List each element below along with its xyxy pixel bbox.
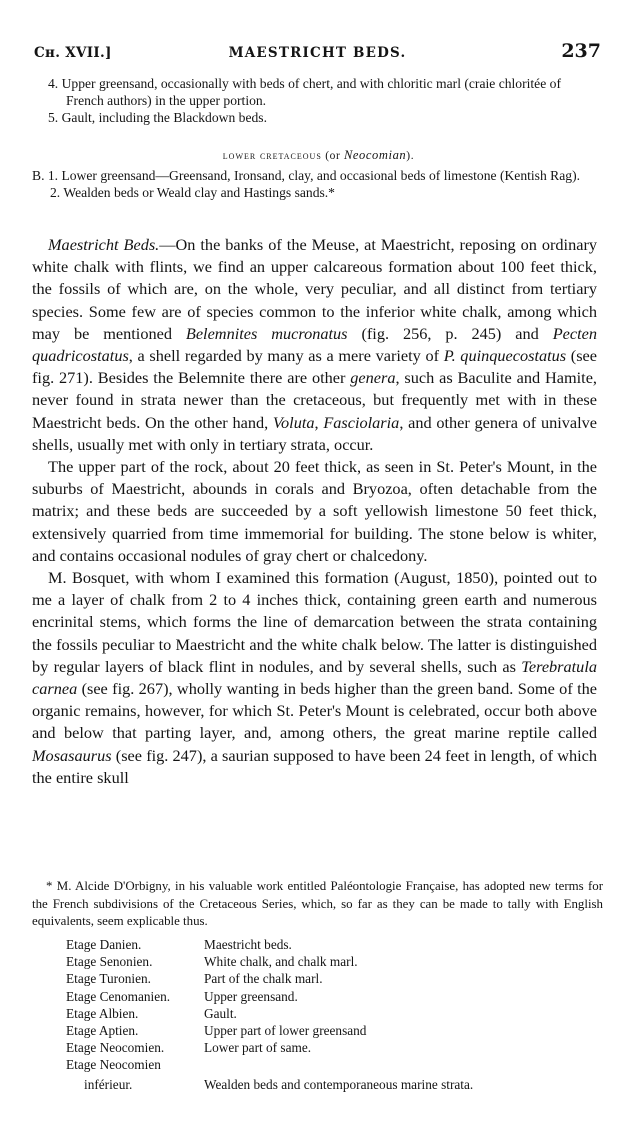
text-run: M. Bosquet, with whom I examined this formation (August, 1850), pointed out to me a layer of chalk from 2 to 4 inches thick, containing green earth and numerous encrinital stems, which forms the line of demarcation between the strata containing the fossils peculiar to Maestricht and the white chalk below. The latter is distinguished by regular layers of black flint in nodules, and by several shells, such as bbox=[32, 568, 597, 676]
running-title: MAESTRICHT BEDS. bbox=[228, 45, 407, 61]
etage-equivalent: Upper greensand. bbox=[204, 988, 298, 1004]
upper-cretaceous-list bbox=[48, 75, 599, 126]
table-row bbox=[66, 1006, 473, 1023]
text-run: , bbox=[314, 412, 324, 432]
etage-equivalent: Upper part of lower greensand bbox=[204, 1022, 367, 1038]
genus-name: Mosasaurus bbox=[32, 745, 112, 765]
text-run: , and other genera of univalve shells, usually met with only in tertiary strata, occur. bbox=[32, 412, 598, 454]
etage-name: Etage Cenomanien. bbox=[66, 988, 171, 1004]
body-text bbox=[32, 234, 597, 789]
heading-close: ). bbox=[406, 150, 415, 162]
lower-cretaceous-list bbox=[32, 167, 599, 201]
page-number: 237 bbox=[561, 40, 601, 62]
heading-italic: Neocomian bbox=[343, 148, 407, 162]
table-row bbox=[66, 1075, 473, 1094]
species-name: P. quinquecostatus bbox=[443, 346, 567, 366]
list-item: B. 1. Lower greensand—Greensand, Ironsand, clay, and occasional beds of limestone (Kentish Rag). bbox=[32, 168, 580, 183]
paragraph-upper-rock: The upper part of the rock, about 20 feet thick, as seen in St. Peter's Mount, in the suburbs of Maestricht, abounds in corals and Bryozoa, often detachable from the matrix; and these beds are succeeded by a soft yellowish limestone 50 feet thick, extensively quarried from time immemorial for building. The stone below is whiter, and contains occasional nodules of gray chert or chalcedony. bbox=[32, 457, 597, 565]
table-row bbox=[66, 989, 473, 1006]
etage-name: Etage Senonien. bbox=[66, 954, 153, 970]
section-lead: Maestricht Beds. bbox=[48, 235, 160, 254]
etage-table bbox=[66, 937, 473, 1094]
list-item: 5. Gault, including the Blackdown beds. bbox=[48, 110, 267, 125]
table-row bbox=[66, 1023, 473, 1040]
species-name: Terebratula carnea bbox=[32, 656, 597, 699]
list-item: 2. Wealden beds or Weald clay and Hastings sands.* bbox=[50, 185, 335, 200]
lower-cretaceous-heading bbox=[0, 148, 637, 163]
table-row bbox=[66, 971, 473, 988]
etage-name: Etage Turonien. bbox=[66, 971, 151, 987]
paragraph-maestricht-beds bbox=[32, 234, 597, 456]
paragraph-bosquet bbox=[32, 567, 597, 789]
etage-name: Etage Neocomien bbox=[66, 1057, 161, 1073]
etage-equivalent: Gault. bbox=[204, 1005, 237, 1021]
table-row bbox=[66, 1057, 473, 1074]
text-run: (see fig. 267), wholly wanting in beds higher than the green band. Some of the organic remains, however, for which St. Peter's Mount is celebrated, occur both above and below that parting layer, and, among others, the great marine reptile called bbox=[32, 679, 597, 743]
etage-equivalent: Maestricht beds. bbox=[204, 937, 292, 952]
genus-name: Fasciolaria bbox=[323, 412, 400, 432]
genus-name: Voluta bbox=[272, 412, 315, 432]
etage-name: Etage Danien. bbox=[66, 937, 142, 952]
list-item: 4. Upper greensand, occasionally with beds of chert, and with chloritic marl (craie chloritée of French authors) in the upper portion. bbox=[48, 76, 561, 108]
etage-name-continued bbox=[66, 1075, 204, 1094]
species-name: Belemnites mucronatus bbox=[185, 323, 348, 343]
text-run: (fig. 256, p. 245) and bbox=[347, 323, 553, 343]
table-row bbox=[66, 954, 473, 971]
etage-equivalent: Wealden beds and contemporaneous marine strata. bbox=[204, 1076, 474, 1092]
etage-name-line2: inférieur. bbox=[84, 1076, 133, 1092]
heading-small-caps: lower cretaceous bbox=[222, 150, 322, 162]
table-row bbox=[66, 1040, 473, 1057]
table-row bbox=[66, 937, 473, 954]
etage-name: Etage Aptien. bbox=[66, 1022, 139, 1038]
etage-equivalent: Lower part of same. bbox=[204, 1040, 312, 1056]
text-run: (see fig. 271). Besides the Belemnite there are other bbox=[32, 346, 598, 388]
heading-open: (or bbox=[321, 150, 344, 162]
text-run: , such as Baculite and Hamite, never found in strata newer than the cretaceous, but frequently met with in these Maestricht beds. On the other hand, bbox=[32, 368, 598, 432]
chapter-label: Cн. XVII.] bbox=[34, 45, 112, 61]
etage-equivalent: White chalk, and chalk marl. bbox=[204, 954, 358, 970]
footnote bbox=[32, 878, 603, 931]
emphasis: genera bbox=[350, 368, 396, 388]
species-name: Pecten quadricostatus bbox=[32, 323, 597, 366]
etage-equivalent: Part of the chalk marl. bbox=[204, 971, 323, 987]
footnote-text: * M. Alcide D'Orbigny, in his valuable work entitled Paléontologie Française, has adopted new terms for the French subdivisions of the Cretaceous Series, which, so far as they can be made to tally with English equivalents, seem explicable thus. bbox=[32, 879, 603, 929]
text-run: —On the banks of the Meuse, at Maestricht, reposing on ordinary white chalk with flints, we find an upper calcareous formation about 100 feet thick, the fossils of which are, on the whole, very peculiar, and all distinct from tertiary species. Some few are of species common to the inferior white chalk, among which may be mentioned bbox=[32, 235, 598, 343]
running-header bbox=[34, 40, 601, 66]
etage-name: Etage Albien. bbox=[66, 1005, 139, 1021]
text-run: , a shell regarded by many as a mere variety of bbox=[128, 346, 444, 366]
text-run: (see fig. 247), a saurian supposed to have been 24 feet in length, of which the entire skull bbox=[32, 745, 597, 787]
etage-name: Etage Neocomien. bbox=[66, 1040, 165, 1056]
